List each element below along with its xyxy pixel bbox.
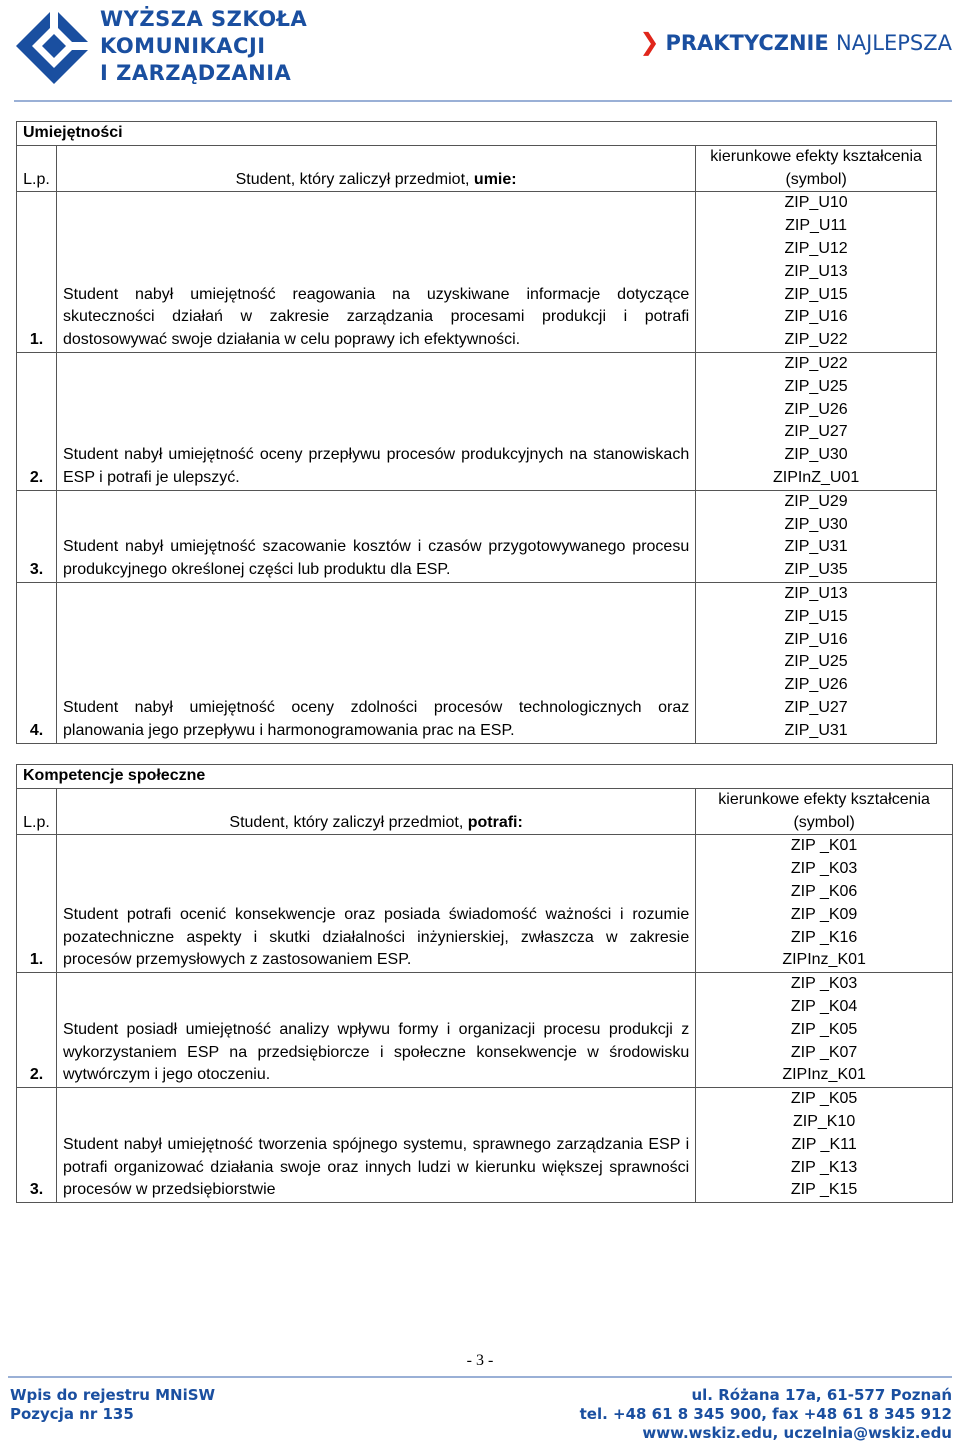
row-number: 1. bbox=[17, 835, 57, 973]
symbol: ZIP_U15 bbox=[784, 285, 848, 303]
row-description: Student nabył umiejętność tworzenia spójnego systemu, sprawnego zarządzania ESP i potrafi organizować działania swoje oraz innych ludzi w kierunku większej sprawności procesów w przedsiębiorstwie bbox=[56, 1088, 695, 1203]
row-number: 4. bbox=[17, 582, 57, 743]
table-row bbox=[17, 835, 953, 973]
symbol: ZIP _K05 bbox=[790, 1090, 858, 1108]
symbol: ZIP _K13 bbox=[790, 1158, 858, 1176]
slogan-part1: PRAKTYCZNIE bbox=[665, 31, 829, 55]
row-number: 2. bbox=[17, 352, 57, 490]
table-row bbox=[17, 973, 953, 1088]
logo-line: I ZARZĄDZANIA bbox=[100, 61, 292, 85]
col-desc-header: Student, który zaliczył przedmiot, potrafi: bbox=[56, 788, 695, 835]
row-description: Student posiadł umiejętność analizy wpływu formy i organizacji procesu produkcji z wykorzystaniem ESP na przedsiębiorcze i społeczne konsekwencje w środowisku wytwórczym i jego otoczeniu. bbox=[56, 973, 695, 1088]
col-symbol-header: kierunkowe efekty kształcenia (symbol) bbox=[696, 788, 953, 835]
symbol: ZIP_U35 bbox=[784, 561, 848, 579]
symbol: ZIP_U25 bbox=[784, 653, 848, 671]
row-symbols bbox=[696, 582, 937, 743]
footer-contact bbox=[580, 1386, 952, 1443]
symbol: ZIP _K06 bbox=[790, 882, 858, 900]
symbol: ZIP_U16 bbox=[784, 630, 848, 648]
symbol: ZIP_U10 bbox=[784, 194, 848, 212]
row-symbols bbox=[696, 973, 953, 1088]
table-header-row bbox=[17, 788, 953, 835]
row-description: Student nabył umiejętność szacowanie kosztów i czasów przygotowywanego procesu produkcyjnego określonej części lub produktu dla ESP. bbox=[56, 490, 695, 582]
footer-divider bbox=[8, 1376, 952, 1378]
logo-line: WYŻSZA SZKOŁA bbox=[100, 7, 308, 31]
page-header bbox=[0, 0, 960, 100]
symbol: ZIPInZ_U01 bbox=[772, 468, 860, 486]
symbol: ZIPInz_K01 bbox=[782, 951, 866, 969]
symbol: ZIP _K03 bbox=[790, 975, 858, 993]
col-lp-header: L.p. bbox=[17, 788, 57, 835]
symbol: ZIP_U16 bbox=[784, 308, 848, 326]
symbol: ZIP_U26 bbox=[784, 400, 848, 418]
row-description: Student nabył umiejętność oceny przepływu procesów produkcyjnych na stanowiskach ESP i potrafi je ulepszyć. bbox=[56, 352, 695, 490]
row-number: 2. bbox=[17, 973, 57, 1088]
symbol: ZIP _K04 bbox=[790, 997, 858, 1015]
symbol: ZIP _K07 bbox=[790, 1043, 858, 1061]
chevron-right-icon: ❯ bbox=[639, 28, 660, 56]
row-description: Student potrafi ocenić konsekwencje oraz posiada świadomość ważności i rozumie pozatechniczne aspekty i skutki działalności inżynierskiej, zwłaszcza w zakresie procesów przemysłowych z zastosowaniem ESP. bbox=[56, 835, 695, 973]
symbol: ZIP_U13 bbox=[784, 584, 848, 602]
col-desc-header: Student, który zaliczył przedmiot, umie: bbox=[56, 145, 695, 192]
symbol: ZIP_U15 bbox=[784, 607, 848, 625]
symbol: ZIP _K15 bbox=[790, 1181, 858, 1199]
table-row bbox=[17, 490, 937, 582]
symbol: ZIP _K01 bbox=[790, 837, 858, 855]
section-title: Umiejętności bbox=[17, 122, 937, 146]
row-description: Student nabył umiejętność oceny zdolności procesów technologicznych oraz planowania jego przepływu i harmonogramowania prac na ESP. bbox=[56, 582, 695, 743]
row-symbols bbox=[696, 835, 953, 973]
row-symbols bbox=[696, 352, 937, 490]
symbol: ZIP_U30 bbox=[784, 515, 848, 533]
footer-web-email: www.wskiz.edu, uczelnia@wskiz.edu bbox=[642, 1424, 952, 1442]
table-row bbox=[17, 192, 937, 353]
symbol: ZIP_U13 bbox=[784, 262, 848, 280]
symbol: ZIP_U11 bbox=[785, 217, 848, 235]
symbol: ZIP_U12 bbox=[784, 239, 848, 257]
col-lp-header: L.p. bbox=[17, 145, 57, 192]
row-symbols bbox=[696, 192, 937, 353]
row-number: 3. bbox=[17, 1088, 57, 1203]
symbol: ZIP_U25 bbox=[784, 377, 848, 395]
symbol: ZIP_U30 bbox=[784, 446, 848, 464]
table-row bbox=[17, 352, 937, 490]
row-number: 1. bbox=[17, 192, 57, 353]
page-number: - 3 - bbox=[466, 1352, 494, 1369]
footer-phone: tel. +48 61 8 345 900, fax +48 61 8 345 912 bbox=[579, 1405, 952, 1423]
symbol: ZIP _K11 bbox=[791, 1135, 857, 1153]
row-symbols bbox=[696, 490, 937, 582]
symbol: ZIP_U31 bbox=[784, 538, 848, 556]
slogan bbox=[639, 28, 952, 56]
row-number: 3. bbox=[17, 490, 57, 582]
footer-address: ul. Różana 17a, 61-577 Poznań bbox=[691, 1386, 952, 1404]
symbol: ZIP_U31 bbox=[784, 721, 848, 739]
symbol: ZIP_U27 bbox=[784, 423, 848, 441]
symbol: ZIP_U22 bbox=[784, 331, 848, 349]
logo-line: KOMUNIKACJI bbox=[100, 34, 266, 58]
table-header-row bbox=[17, 145, 937, 192]
table-row bbox=[17, 582, 937, 743]
col-symbol-header: kierunkowe efekty kształcenia (symbol) bbox=[696, 145, 937, 192]
symbol: ZIP _K03 bbox=[790, 860, 858, 878]
symbol: ZIPInz_K01 bbox=[782, 1066, 866, 1084]
symbol: ZIP_U29 bbox=[784, 492, 848, 510]
symbol: ZIP _K16 bbox=[790, 928, 858, 946]
header-divider bbox=[14, 100, 952, 102]
section-title: Kompetencje społeczne bbox=[17, 765, 953, 789]
symbol: ZIP_U26 bbox=[784, 676, 848, 694]
symbol: ZIP _K05 bbox=[790, 1020, 858, 1038]
table-row bbox=[17, 1088, 953, 1203]
row-description: Student nabył umiejętność reagowania na uzyskiwane informacje dotyczące skuteczności działań w zakresie zarządzania procesami produkcji i potrafi dostosowywać swoje działania w celu poprawy ich efektywności. bbox=[56, 192, 695, 353]
footer-line: Pozycja nr 135 bbox=[10, 1405, 134, 1423]
university-name bbox=[100, 6, 307, 87]
footer-registry bbox=[10, 1386, 215, 1424]
symbol: ZIP _K09 bbox=[790, 905, 858, 923]
symbol: ZIP_K10 bbox=[792, 1112, 856, 1130]
university-logo-icon bbox=[14, 6, 94, 86]
slogan-part2: NAJLEPSZA bbox=[836, 31, 952, 55]
symbol: ZIP_U27 bbox=[784, 698, 848, 716]
skills-table bbox=[16, 121, 937, 744]
competences-table bbox=[16, 764, 953, 1203]
row-symbols bbox=[696, 1088, 953, 1203]
symbol: ZIP_U22 bbox=[784, 354, 848, 372]
footer-line: Wpis do rejestru MNiSW bbox=[10, 1386, 216, 1404]
